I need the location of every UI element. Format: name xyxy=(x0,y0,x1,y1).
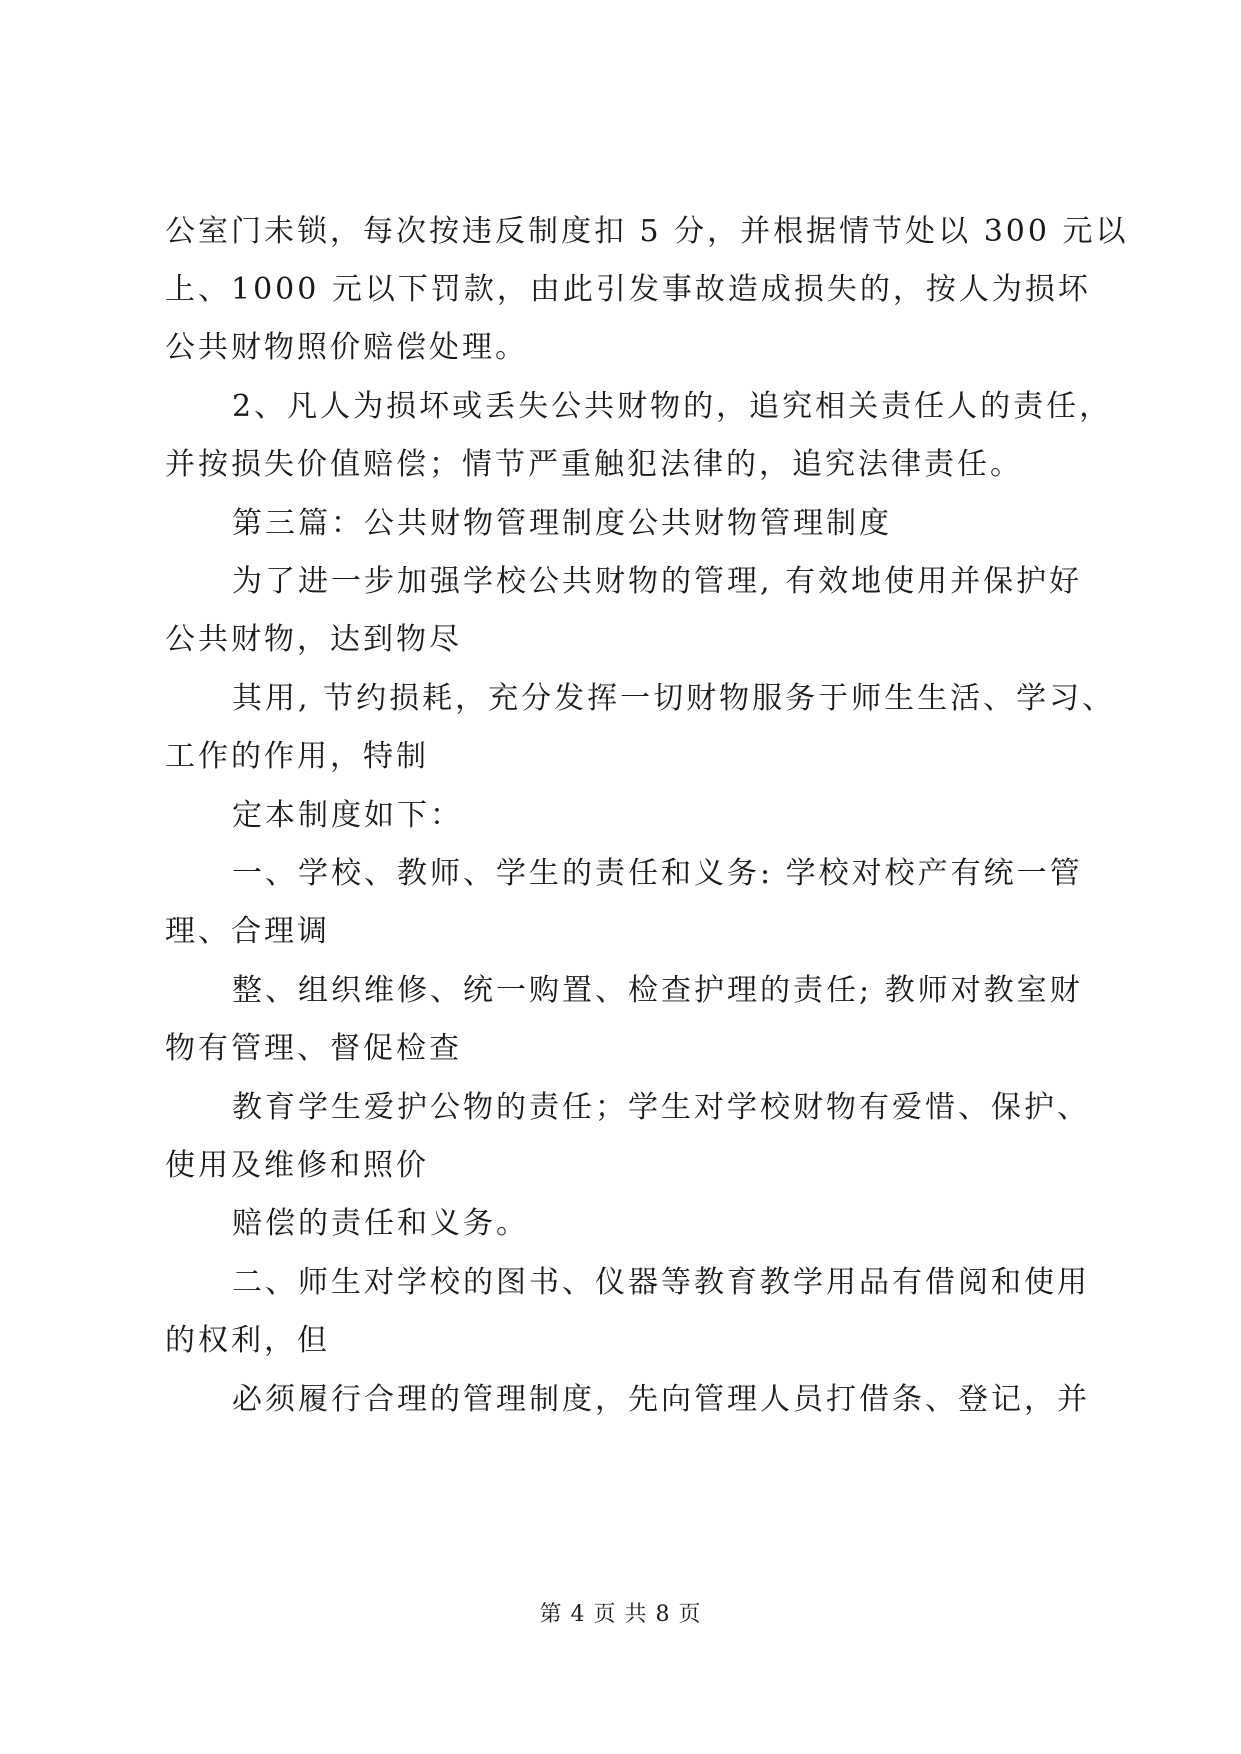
text-line: 赔偿的责任和义务。 xyxy=(232,1206,529,1241)
text-line: 公室门未锁，每次按违反制度扣 5 分，并根据情节处以 300 元以 xyxy=(165,214,1129,249)
text-line: 教育学生爱护公物的责任；学生对学校财物有爱惜、保护、 xyxy=(232,1090,1090,1125)
text-line: 公共财物照价赔偿处理。 xyxy=(165,330,528,365)
text-line: 一、学校、教师、学生的责任和义务: 学校对校产有统一管 xyxy=(232,856,1083,891)
text-line: 工作的作用，特制 xyxy=(165,739,429,774)
text-line: 其用, 节约损耗，充分发挥一切财物服务于师生生活、学习、 xyxy=(232,681,1116,716)
text-line: 整、组织维修、统一购置、检查护理的责任; 教师对教室财 xyxy=(232,973,1083,1008)
text-line: 必须履行合理的管理制度，先向管理人员打借条、登记，并 xyxy=(232,1382,1090,1417)
text-line: 理、合理调 xyxy=(165,914,330,949)
page-number-footer: 第 4 页 共 8 页 xyxy=(539,1602,702,1627)
text-line: 并按损失价值赔偿；情节严重触犯法律的，追究法律责任。 xyxy=(165,447,1023,482)
text-line: 为了进一步加强学校公共财物的管理, 有效地使用并保护好 xyxy=(232,564,1083,599)
text-line: 二、师生对学校的图书、仪器等教育教学用品有借阅和使用 xyxy=(232,1265,1090,1300)
text-line: 使用及维修和照价 xyxy=(165,1148,429,1183)
text-line: 2、凡人为损坏或丢失公共财物的，追究相关责任人的责任， xyxy=(232,389,1113,424)
text-line: 的权利，但 xyxy=(165,1323,330,1358)
text-line: 定本制度如下： xyxy=(232,798,463,833)
text-line: 公共财物，达到物尽 xyxy=(165,622,462,657)
text-line: 上、1000 元以下罚款，由此引发事故造成损失的，按人为损坏 xyxy=(165,272,1091,307)
text-line: 物有管理、督促检查 xyxy=(165,1031,462,1066)
section-heading: 第三篇：公共财物管理制度公共财物管理制度 xyxy=(232,506,892,541)
